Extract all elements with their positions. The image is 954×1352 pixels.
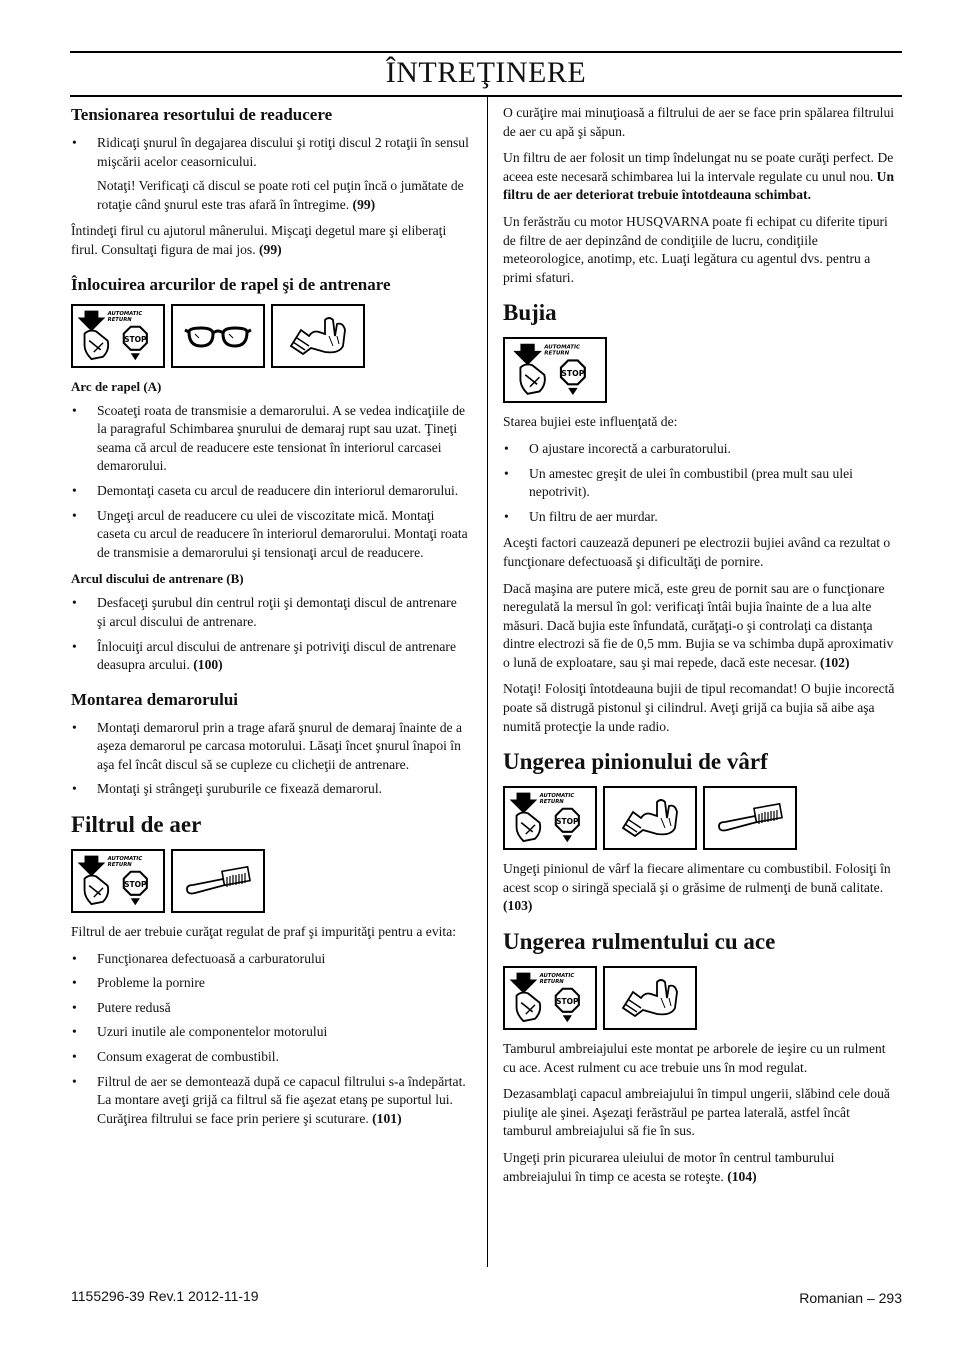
footer-page-number: Romanian – 293 <box>799 1290 902 1306</box>
list-item: • Uzuri inutile ale componentelor motorului <box>71 1023 469 1042</box>
page-title: ÎNTREŢINERE <box>385 56 587 89</box>
paragraph: Dezasamblaţi capacul ambreiajului în timpul ungerii, slăbind cele două piuliţe ale şinei. Aşezaţi ferăstrăul pe partea laterală, astfel încât tamburul ambreiajului să fie în sus. <box>503 1086 890 1139</box>
list-item: • Desfaceţi şurubul din centrul roţii şi demontaţi discul de antrenare şi arcul discului de antrenare. <box>71 594 469 631</box>
figure-ref: (102) <box>820 654 850 670</box>
right-column <box>503 104 901 1194</box>
list-item: • Consum exagerat de combustibil. <box>71 1048 469 1067</box>
list <box>71 719 469 799</box>
left-column <box>71 104 469 1136</box>
list-item: • Putere redusă <box>71 999 469 1018</box>
paragraph <box>503 580 901 673</box>
chain-brake-stop-icon <box>503 966 597 1030</box>
protective-glove-icon <box>603 786 697 850</box>
brush-icon <box>171 849 265 913</box>
paragraph: Starea bujiei este influenţată de: <box>503 414 678 430</box>
icon-row <box>503 786 901 850</box>
list-item: • Probleme la pornire <box>71 974 469 993</box>
brush-icon <box>703 786 797 850</box>
chain-brake-stop-icon <box>71 849 165 913</box>
paragraph: Un ferăstrău cu motor HUSQVARNA poate fi echipat cu diferite tipuri de filtre de aer depinzând de condiţiile de lucru, condiţiile meteorologice, anotimp, etc. Luaţi legătura cu agentul dvs. pentru a primi sfaturi. <box>503 213 888 285</box>
list-item: • Scoateţi roata de transmisie a demarorului. A se vedea indicaţiile de la paragraful Schimbarea şnurului de demaraj rupt sau uzat. Ţineţi seama că arcul de readucere este tensionat în interiorul carcasei demarorului. <box>71 402 469 476</box>
section-heading-mount-starter: Montarea demarorului <box>71 689 238 709</box>
list-item-text: Înlocuiţi arcul discului de antrenare şi potriviţi discul de antrenare deasupra arcului. <box>97 638 456 673</box>
list-item: • Demontaţi caseta cu arcul de readucere din interiorul demarorului. <box>71 482 469 501</box>
figure-ref: (100) <box>193 657 223 673</box>
section-heading-replace-springs: Înlocuirea arcurilor de rapel şi de antrenare <box>71 274 391 294</box>
chain-brake-stop-icon <box>503 337 607 403</box>
figure-ref: (99) <box>259 241 282 257</box>
list-item-text: Filtrul de aer se demontează după ce capacul filtrului s-a îndepărtat. La montare aveţi grijă ca filtrul să fie aşezat etanş pe suportul lui. Curăţirea filtrului se face prin periere şi scuturare. <box>97 1073 466 1126</box>
paragraph-text: Ungeţi pinionul de vârf la fiecare alimentare cu combustibil. Folosiţi în acest scop o siringă specială şi o grăsime de rulmenţi de bună calitate. <box>503 861 891 895</box>
section-heading-sprocket-lubrication: Ungerea pinionului de vârf <box>503 749 768 775</box>
paragraph-text: Întindeţi firul cu ajutorul mânerului. Mişcaţi degetul mare şi eliberaţi firul. Consultaţi figura de mai jos. <box>71 223 447 257</box>
list-item <box>71 1073 469 1129</box>
figure-ref: (103) <box>503 898 533 914</box>
figure-ref: (99) <box>352 196 376 212</box>
paragraph-text: Dacă maşina are putere mică, este greu de pornit sau are o funcţionare neregulată la mersul în gol: verificaţi întâi bujia înainte de a lua alte măsuri. Dacă bujia este înfundată, curăţaţi-o şi controlaţi ca distanţa dintre electrozi să fie de 0,5 mm. Bujia se va schimba după aproximativ o lună de exploatare, sau şi mai repede, dacă este necesar. <box>503 580 894 670</box>
paragraph: O curăţire mai minuţioasă a filtrului de aer se face prin spălarea filtrului de aer cu apă şi săpun. <box>503 105 895 139</box>
paragraph-text: Un filtru de aer folosit un timp îndelungat nu se poate curăţi perfect. De aceea este necesară schimbarea lui la intervale regulate cu unul nou. <box>503 150 894 184</box>
paragraph-text: Ungeţi prin picurarea uleiului de motor în centrul tamburului ambreiajului în timp ce acesta se roteşte. <box>503 1150 835 1184</box>
chain-brake-stop-icon <box>503 786 597 850</box>
list-item: • Ungeţi arcul de readucere cu ulei de viscozitate mică. Montaţi caseta cu arcul de readucere în interiorul demarorului. Montaţi roata de transmisie a demarorului şi tensionaţi arcul de readucere. <box>71 507 469 563</box>
footer-document-id: 1155296-39 Rev.1 2012-11-19 <box>71 1288 259 1304</box>
list-item: • Un filtru de aer murdar. <box>503 508 901 527</box>
paragraph <box>503 149 901 205</box>
emphasis-text: Un filtru de aer deteriorat trebuie întotdeauna schimbat. <box>503 168 895 203</box>
list-item <box>71 638 469 675</box>
icon-row <box>503 337 901 403</box>
list <box>71 594 469 674</box>
section-heading-air-filter: Filtrul de aer <box>71 812 202 838</box>
chain-brake-stop-icon <box>71 304 165 368</box>
paragraph: Notaţi! Folosiţi întotdeauna bujii de tipul recomandat! O bujie incorectă poate să distrugă pistonul şi cilindrul. Aveţi grijă ca bujia să aibe aşa numită protecţie la unde radio. <box>503 681 895 734</box>
list <box>71 402 469 563</box>
safety-glasses-icon <box>171 304 265 368</box>
figure-ref: (101) <box>372 1110 402 1126</box>
section-heading-recoil-spring-tension: Tensionarea resortului de readucere <box>71 105 333 124</box>
list <box>71 134 469 171</box>
list <box>503 440 901 526</box>
paragraph: Filtrul de aer trebuie curăţat regulat de praf şi impurităţi pentru a evita: <box>71 924 457 940</box>
paragraph <box>71 222 469 259</box>
icon-row <box>503 966 901 1030</box>
protective-glove-icon <box>603 966 697 1030</box>
section-heading-spark-plug: Bujia <box>503 300 557 326</box>
list-item <box>71 134 469 171</box>
paragraph <box>503 860 901 916</box>
protective-glove-icon <box>271 304 365 368</box>
list-item: • O ajustare incorectă a carburatorului. <box>503 440 901 459</box>
subheading-drive-disc-spring-b: Arcul discului de antrenare (B) <box>71 571 244 587</box>
list-item: • Funcţionarea defectuoasă a carburatorului <box>71 950 469 969</box>
paragraph <box>503 1149 901 1186</box>
list-item-text: Ridicaţi şnurul în degajarea discului şi rotiţi discul 2 rotaţii în sensul mişcării acelor ceasornicului. <box>97 135 469 169</box>
list-item: • Montaţi şi strângeţi şuruburile ce fixează demarorul. <box>71 780 469 799</box>
list <box>71 950 469 1129</box>
column-divider <box>487 97 488 1267</box>
icon-row <box>71 304 469 368</box>
list-item: • Montaţi demarorul prin a trage afară şnurul de demaraj înainte de a aşeza demarorul pe carcasa motorului. Lăsaţi încet şnurul înapoi în aşa fel încât discul să se cupleze cu clicheţii de antrenare. <box>71 719 469 775</box>
paragraph: Aceşti factori cauzează depuneri pe electrozii bujiei având ca rezultat o funcţionare defectuoasă şi dificultăţi de pornire. <box>503 535 891 569</box>
section-heading-needle-bearing-lubrication: Ungerea rulmentului cu ace <box>503 929 776 955</box>
subheading-recoil-spring-a: Arc de rapel (A) <box>71 378 162 394</box>
note <box>71 177 469 214</box>
paragraph: Tamburul ambreiajului este montat pe arborele de ieşire cu un rulment cu ace. Acest rulment cu ace trebuie uns în mod regulat. <box>503 1041 886 1075</box>
figure-ref: (104) <box>727 1168 757 1184</box>
list-item: • Un amestec greşit de ulei în combustibil (prea mult sau ulei nepotrivit). <box>503 465 901 502</box>
note-text: Notaţi! Verificaţi că discul se poate roti cel puţin încă o jumătate de rotaţie când şnurul este tras afară în întregime. <box>97 178 464 212</box>
icon-row <box>71 849 469 913</box>
header-rule-top <box>70 51 902 53</box>
header-rule-bottom <box>70 95 902 97</box>
